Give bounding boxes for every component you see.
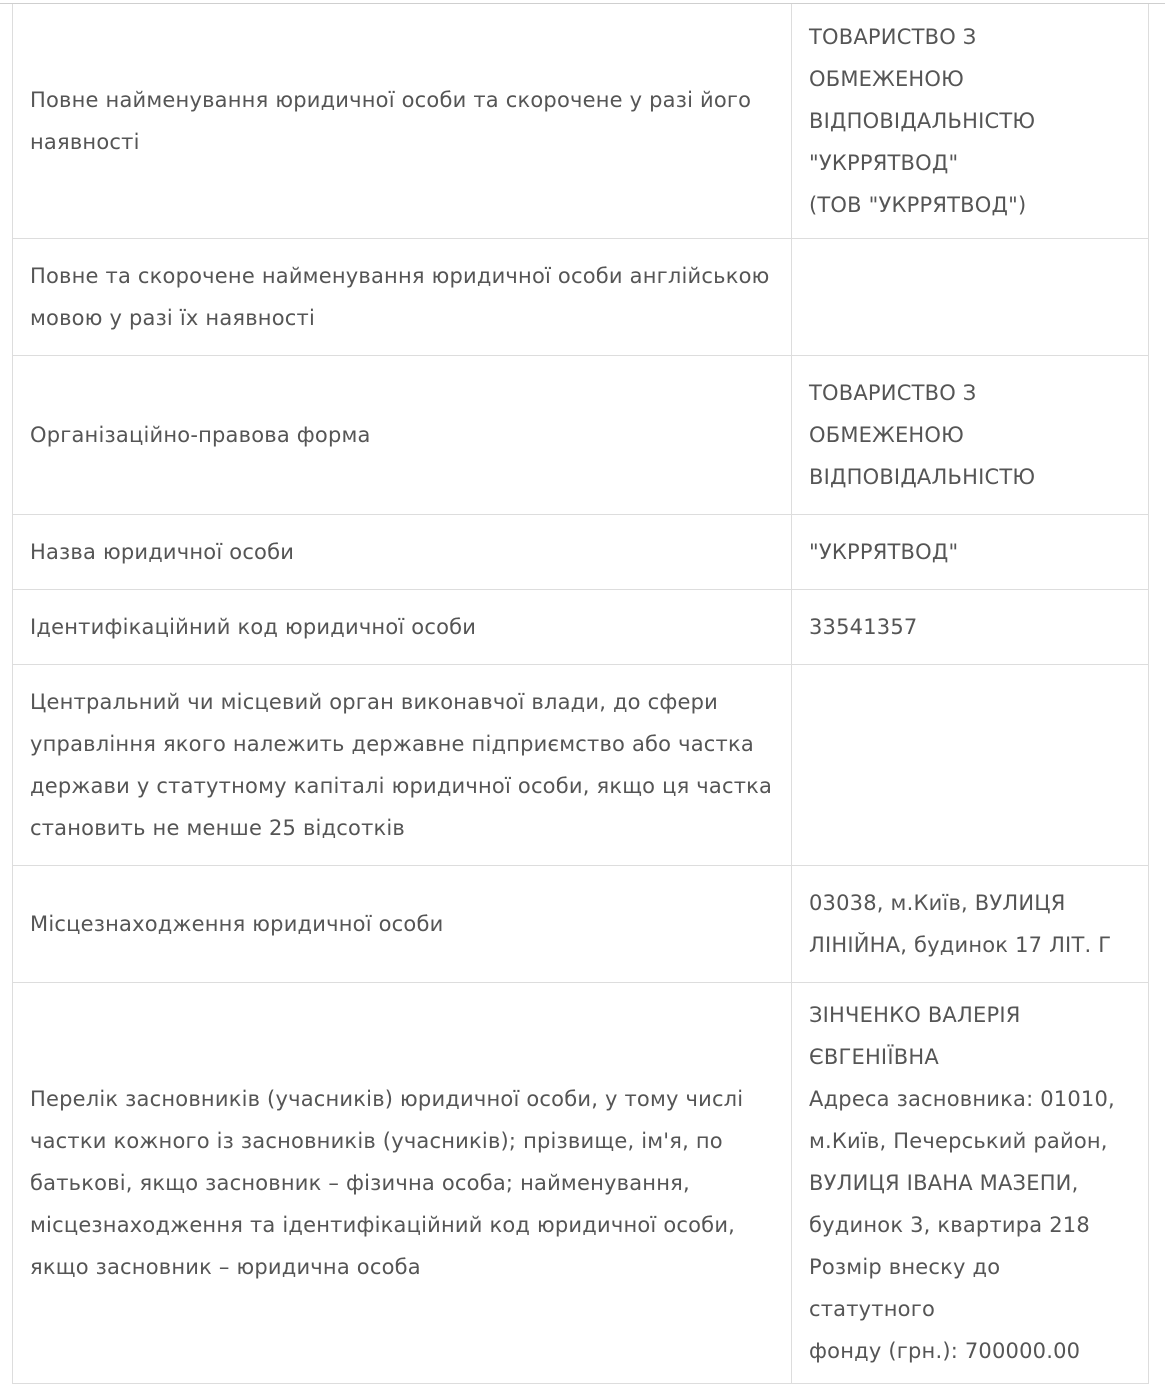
row-label: Перелік засновників (учасників) юридичної особи, у тому числі частки кожного із засновників (учасників); прізвище, ім'я, по батькові, якщо засновник – фізична особа; найменування, місцезнаходження та ідентифікаційний код юридичної особи, якщо засновник – юридична особа [13,983,792,1384]
row-value: ТОВАРИСТВО З ОБМЕЖЕНОЮ ВІДПОВІДАЛЬНІСТЮ [792,356,1149,515]
table-row-governing-body [13,665,1149,866]
row-value: 03038, м.Київ, ВУЛИЦЯ ЛІНІЙНА, будинок 17 ЛІТ. Г [792,866,1149,983]
row-label: Ідентифікаційний код юридичної особи [13,590,792,665]
row-value [792,239,1149,356]
row-value: 33541357 [792,590,1149,665]
table-row-legal-form [13,356,1149,515]
registry-table [12,4,1149,1384]
row-value: ТОВАРИСТВО З ОБМЕЖЕНОЮ ВІДПОВІДАЛЬНІСТЮ "УКРРЯТВОД" (ТОВ "УКРРЯТВОД") [792,4,1149,239]
row-label: Організаційно-правова форма [13,356,792,515]
row-value [792,665,1149,866]
row-label: Повне найменування юридичної особи та скорочене у разі його наявності [13,4,792,239]
row-label: Назва юридичної особи [13,515,792,590]
table-row-full-name [13,4,1149,239]
table-row-entity-name [13,515,1149,590]
table-row-id-code [13,590,1149,665]
row-label: Повне та скорочене найменування юридичної особи англійською мовою у разі їх наявності [13,239,792,356]
row-label: Центральний чи місцевий орган виконавчої влади, до сфери управління якого належить державне підприємство або частка держави у статутному капіталі юридичної особи, якщо ця частка становить не менше 25 відсотків [13,665,792,866]
table-row-founders [13,983,1149,1384]
row-label: Місцезнаходження юридичної особи [13,866,792,983]
table-row-location [13,866,1149,983]
table-row-english-name [13,239,1149,356]
row-value: ЗІНЧЕНКО ВАЛЕРІЯ ЄВГЕНІЇВНА Адреса засновника: 01010, м.Київ, Печерський район, ВУЛИЦЯ ІВАНА МАЗЕПИ, будинок 3, квартира 218 Розмір внеску до статутного фонду (грн.): 700000.00 [792,983,1149,1384]
row-value: "УКРРЯТВОД" [792,515,1149,590]
